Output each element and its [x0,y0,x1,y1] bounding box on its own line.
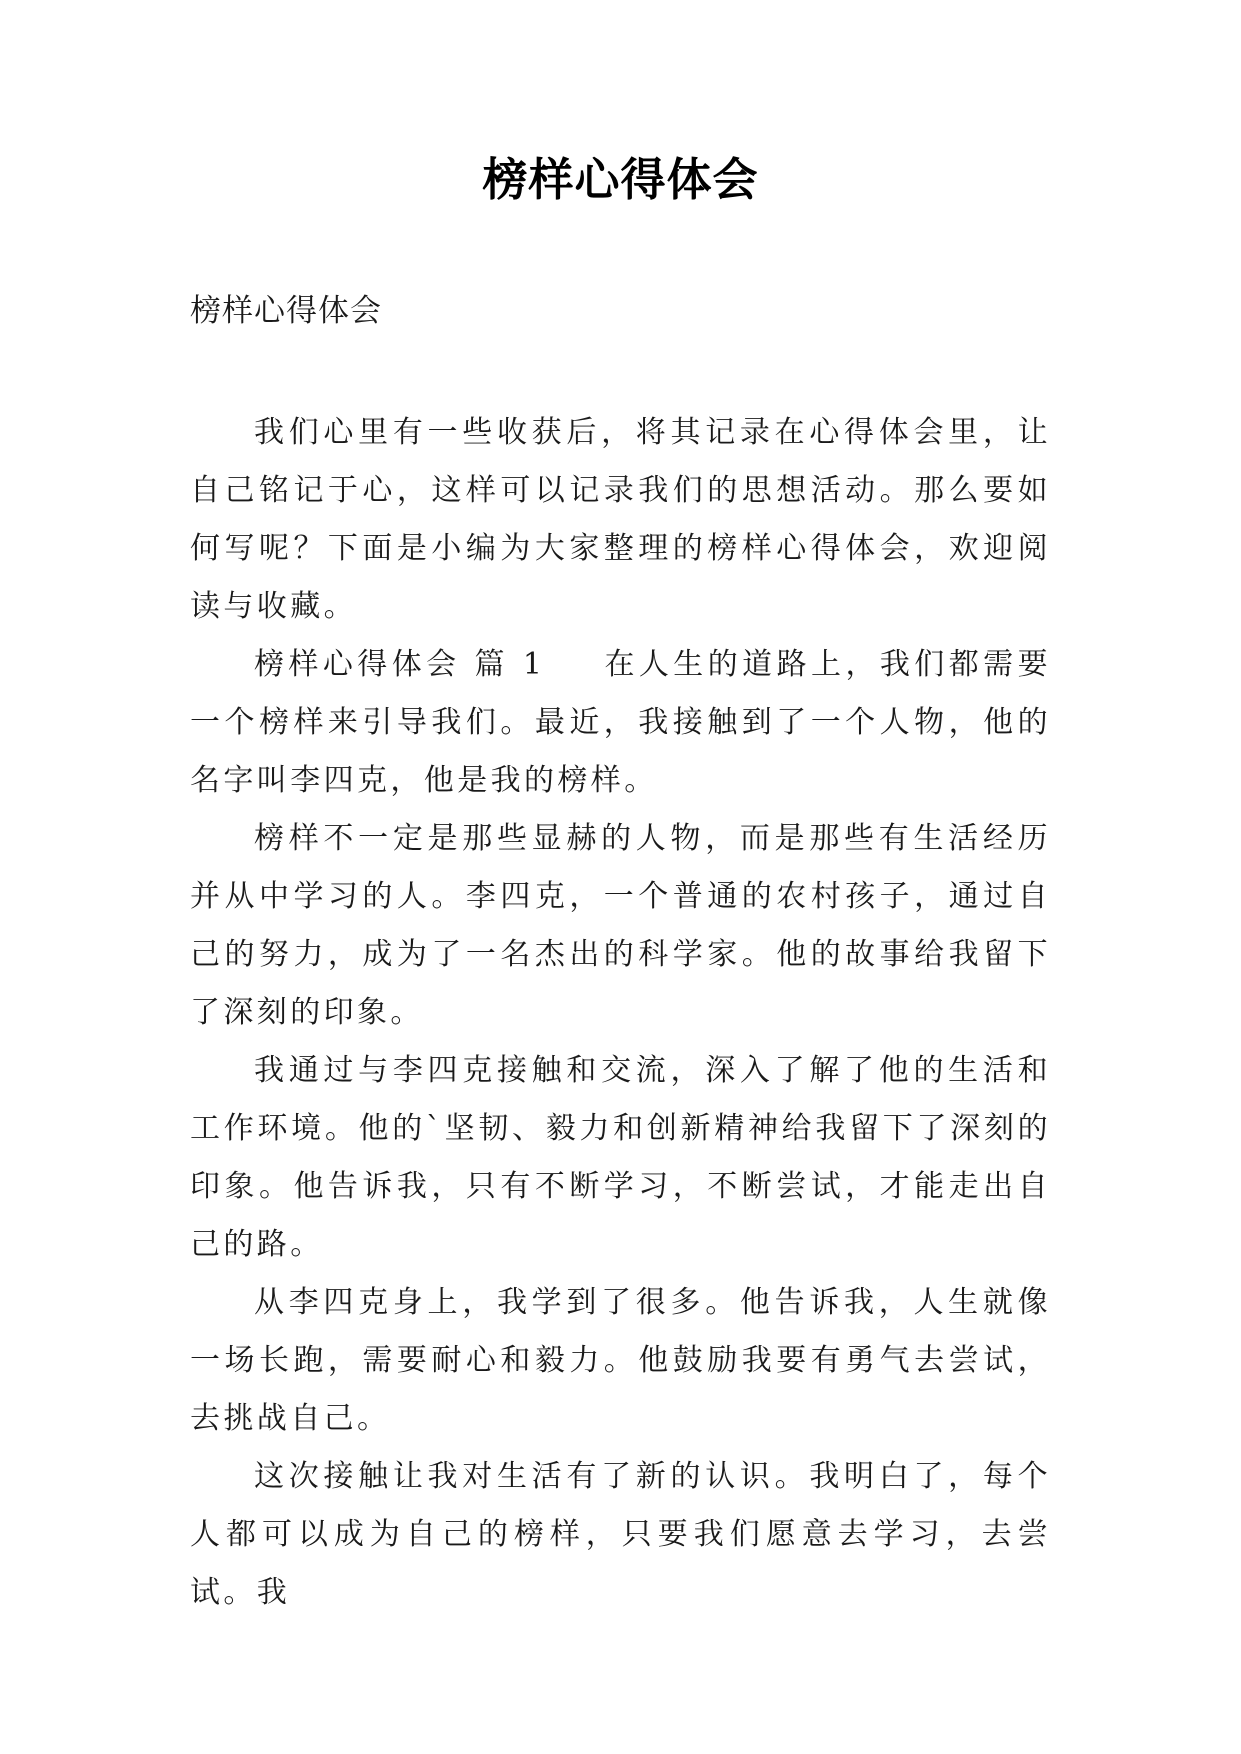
document-body [190,404,1051,1622]
section-1-paragraph [190,636,1051,810]
document-subtitle: 榜样心得体会 [190,293,382,329]
intro-paragraph: 我们心里有一些收获后，将其记录在心得体会里，让自己铭记于心，这样可以记录我们的思想活动。那么要如何写呢？下面是小编为大家整理的榜样心得体会，欢迎阅读与收藏。 [190,415,1051,624]
page-title: 榜样心得体会 [482,153,759,206]
section-first-sentence: 在人生的道路上，我们都需要一个榜样来引导我们。最近，我接触到了一个人物，他的名字叫李四克，他是我的榜样。 [190,647,1051,798]
body-paragraph: 榜样不一定是那些显赫的人物，而是那些有生活经历并从中学习的人。李四克，一个普通的农村孩子，通过自己的努力，成为了一名杰出的科学家。他的故事给我留下了深刻的印象。 [190,821,1051,1030]
body-paragraph: 这次接触让我对生活有了新的认识。我明白了，每个人都可以成为自己的榜样，只要我们愿意去学习，去尝试。我 [190,1459,1051,1610]
body-paragraph: 从李四克身上，我学到了很多。他告诉我，人生就像一场长跑，需要耐心和毅力。他鼓励我要有勇气去尝试，去挑战自己。 [190,1285,1051,1436]
body-paragraph: 我通过与李四克接触和交流，深入了解了他的生活和工作环境。他的`坚韧、毅力和创新精神给我留下了深刻的印象。他告诉我，只有不断学习，不断尝试，才能走出自己的路。 [190,1053,1051,1262]
section-heading: 榜样心得体会 篇 1 [254,647,546,682]
